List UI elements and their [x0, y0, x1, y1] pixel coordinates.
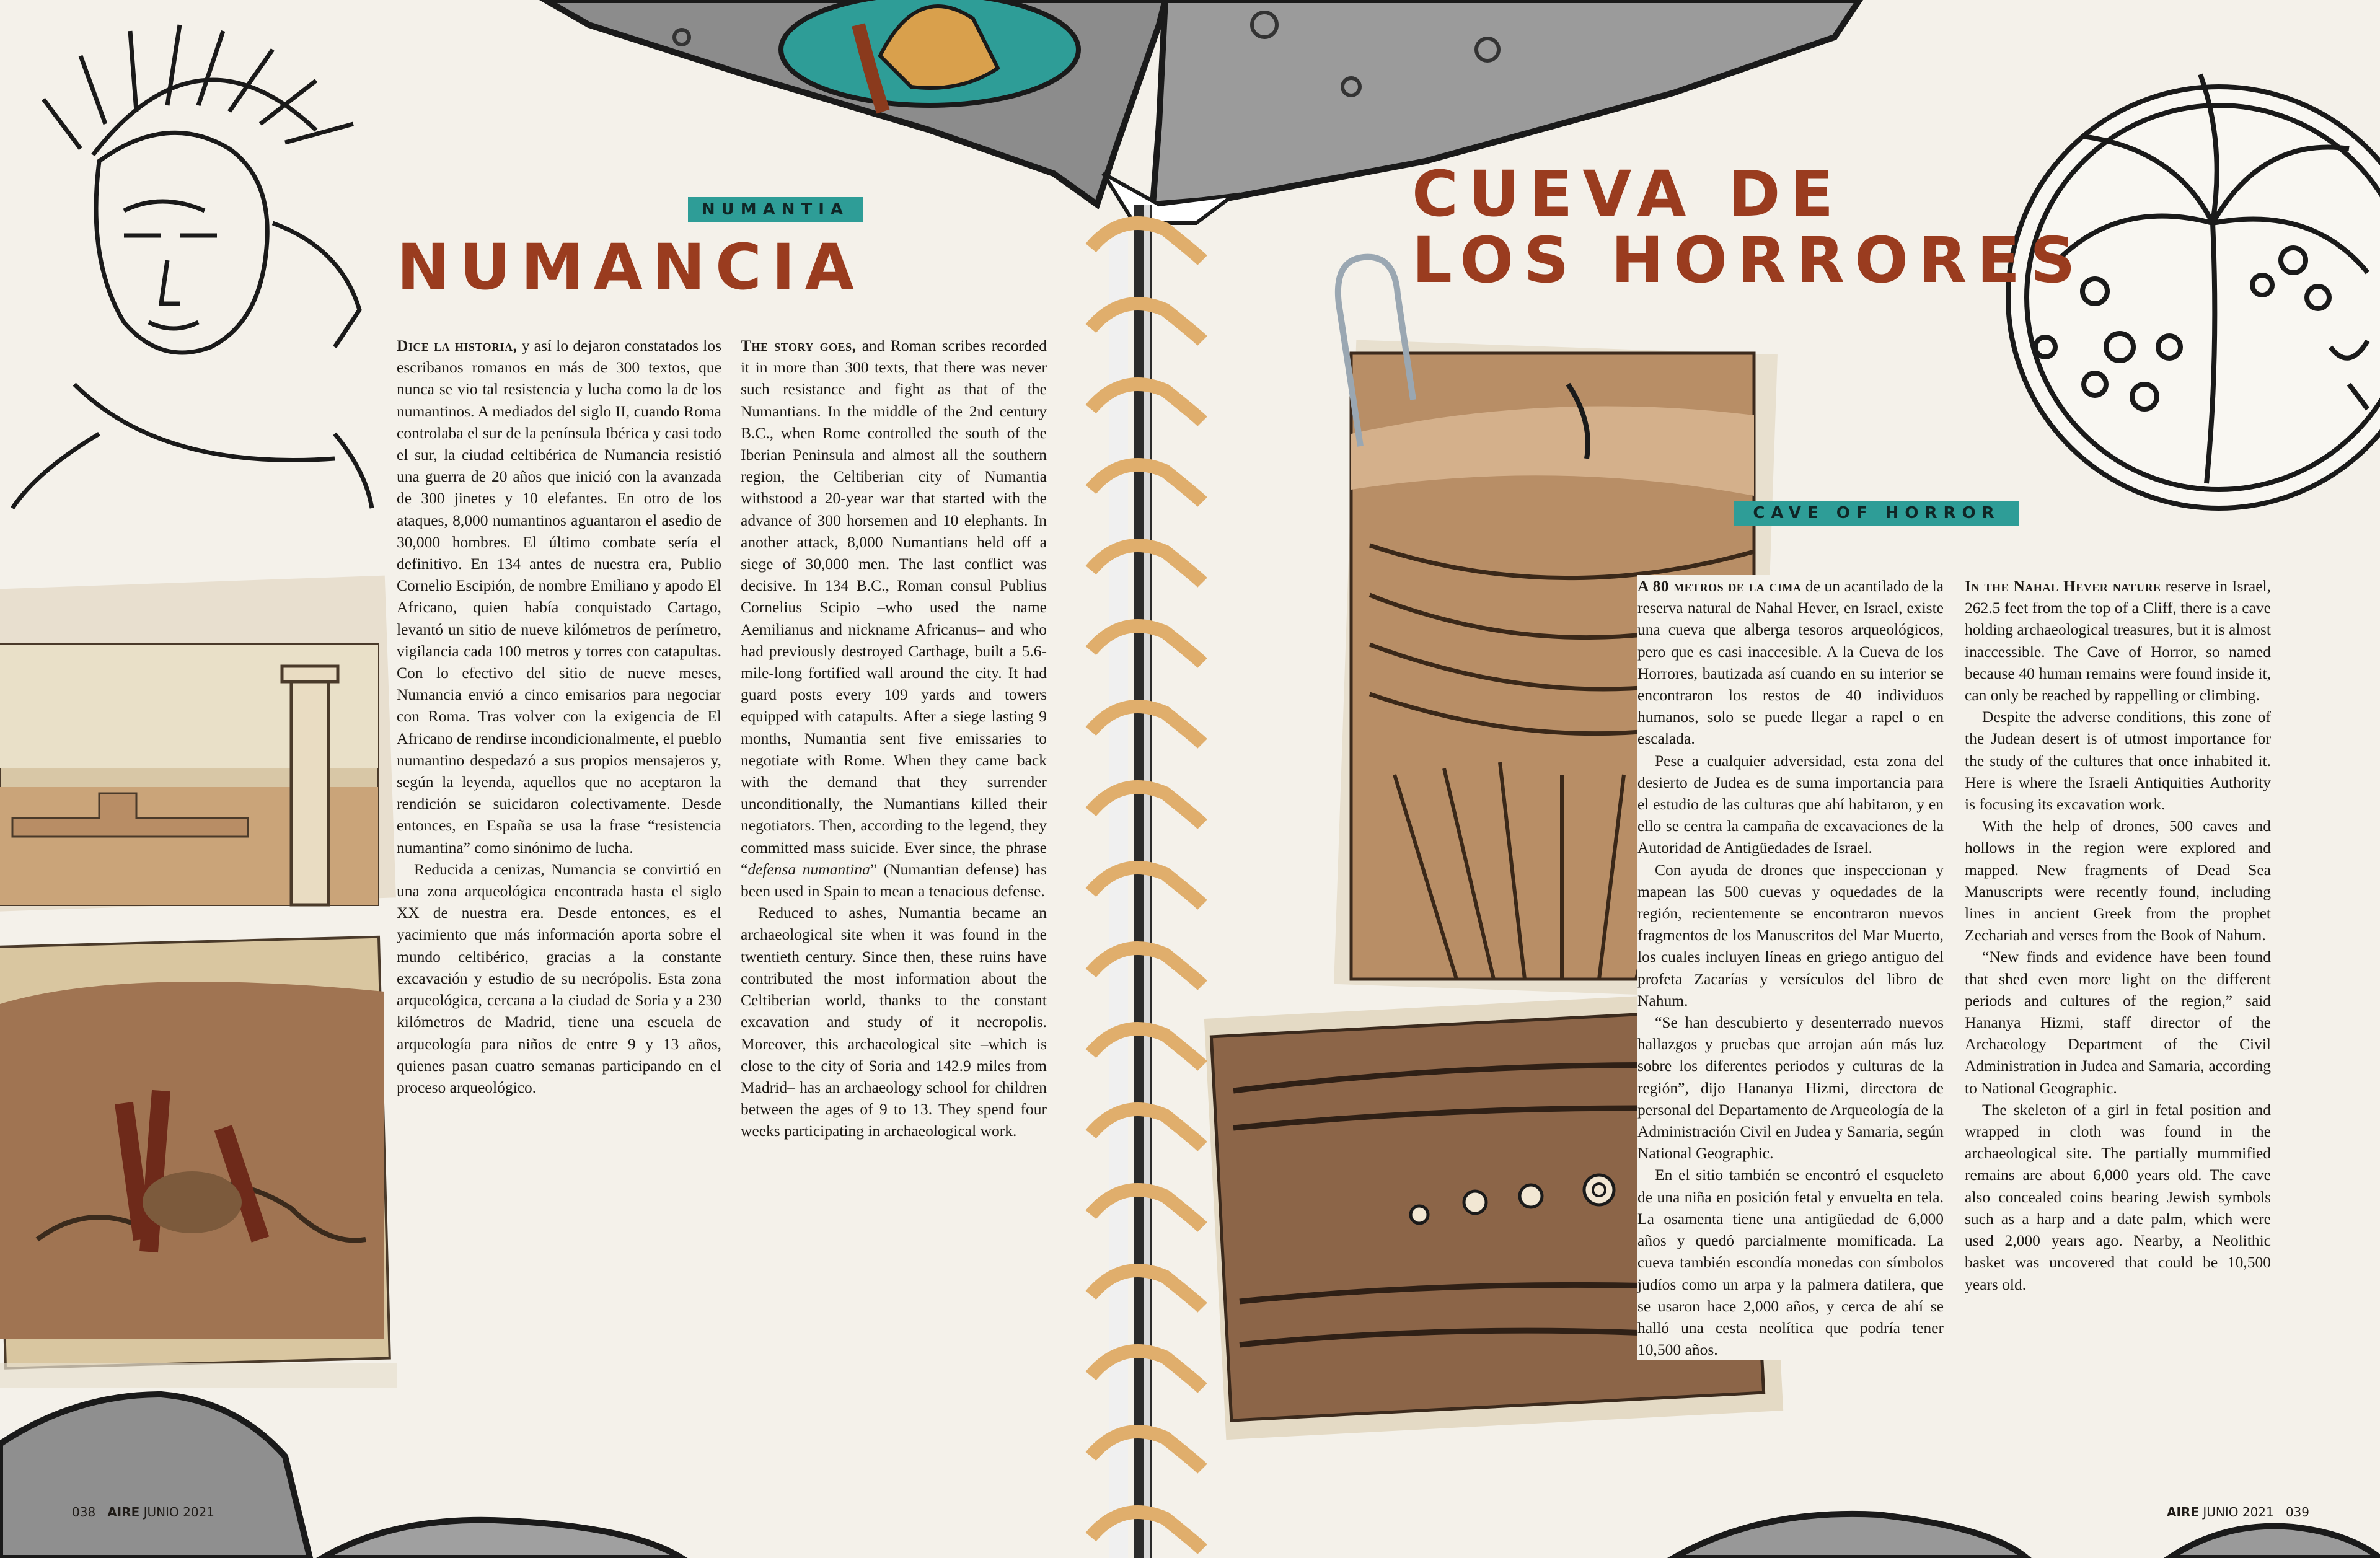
folio-right: [2167, 1505, 2309, 1520]
page-title-cueva: [1412, 157, 2086, 298]
issue-date: JUNIO 2021: [2203, 1505, 2274, 1520]
page-number: 039: [2285, 1505, 2310, 1520]
paragraph: Reduced to ashes, Numantia became an archaeological site when it was found in the twentieth century. Since then, these ruins have contributed the most information about the Celtiberian world, thanks to the constant excavation and study of it necropolis. Moreover, this archaeological site –which is close to the city of Soria and 142.9 miles from Madrid– has an archaeology school for children between the ages of 9 to 13. They spend four weeks participating in archaeological work.: [741, 904, 1047, 1140]
paragraph: [1637, 575, 1944, 750]
article-column-english-right: [1965, 575, 2271, 1295]
lead-in: A 80 metros de la cima: [1637, 577, 1802, 595]
paragraph-text: y así lo dejaron constatados los escribanos romanos en más de 300 textos, que nunca se vio tal resistencia y lucha como la de los numantinos. A mediados del siglo II, cuando Roma controlaba el sur de la península Ibérica y casi todo el sur, la ciudad celtibérica de Numancia resistió una guerra de 20 años que inició con la avanzada de 300 jinetes y 10 elefantes. En otro de los ataques, 8,000 numantinos aguantaron el asedio de 30,000 hombres. El último combate sería el definitivo. En 134 antes de nuestra era, Publio Cornelio Escipión, de nombre Emiliano y apodo El Africano, quien había conquistado Cartago, levantó un sitio de nueve kilómetros de perímetro, vigilancia cada 100 metros y torres con catapultas. Con lo efectivo del sitio de nueve meses, Numancia envió a cinco emisarios para negociar con Roma. Tras volver con la exigencia de El Africano de rendirse incondicionalmente, el pueblo numantino despedazó a sus propios mensajeros y, según la leyenda, aquellos que no aceptaron la rendición se suicidaron colectivamente. Desde entonces, en España se usa la frase “resistencia numantina” como sinónimo de lucha.: [397, 337, 721, 856]
paragraph: En el sitio también se encontró el esqueleto de una niña en posición fetal y envuelta en tela. La osamenta tiene una antigüedad de 6,000 años y quedó parcialmente momificada. La cueva también escondía monedas con símbolos judíos como un arpa y la palmera datilera, que se usaron hace 2,000 años, y cerca de ahí se halló una cesta neolítica que podría tener 10,500 años.: [1637, 1166, 1944, 1359]
paragraph-text: de un acantilado de la reserva natural de Nahal Hever, en Israel, existe una cueva que alberga tesoros arqueológicos, pero que es casi inaccesible. A la Cueva de los Horrores, bautizada así cuando en su interior se encontraron los restos de 40 individuos humanos, solo se puede llegar a rapel o en escalada.: [1637, 577, 1944, 748]
paragraph: “New finds and evidence have been found that shed even more light on the different periods and cultures of the region,” said Hananya Hizmi, staff director of the Archaeology Department of the Civil Administration in Judea and Samaria, according to National Geographic.: [1965, 948, 2271, 1097]
article-column-spanish-right: [1637, 575, 1944, 1360]
lead-in: Dice la historia,: [397, 337, 518, 354]
paragraph: With the help of drones, 500 caves and hollows in the region were explored and mapped. New fragments of Dead Sea Manuscripts were recently found, including lines in ancient Greek from the prophet Zechariah and verses from the Book of Nahum.: [1965, 817, 2271, 944]
paragraph-text: ” (Numantian defense) has been used in Spain to mean a tenacious defense.: [741, 860, 1047, 900]
article-column-english-left: [741, 335, 1047, 1142]
paragraph: Pese a cualquier adversidad, esta zona del desierto de Judea es de suma importancia para el estudio de las culturas que ahí habitaron, y en ello se centra la campaña de excavaciones de la Autoridad de Antigüedades de Israel.: [1637, 751, 1944, 857]
paragraph: Con ayuda de drones que inspeccionan y mapean las 500 cuevas y oquedades de la región, recientemente se encontraron nuevos fragmentos de los Manuscritos del Mar Muerto, los cuales incluyen líneas en griego antiguo del profeta Zacarías y versículos del libro de Nahum.: [1637, 860, 1944, 1010]
paragraph: Despite the adverse conditions, this zone of the Judean desert is of utmost importance for the study of the cultures that once inhabited it. Here is where the Israeli Antiquities Authority is focusing its excavation work.: [1965, 708, 2271, 814]
section-tag-cave-of-horror: CAVE OF HORROR: [1734, 501, 2019, 526]
folio-left: [72, 1505, 214, 1520]
paragraph: The skeleton of a girl in fetal position and wrapped in cloth was found in the archaeological site. The partially mummified remains are about 6,000 years old. The cave also concealed coins bearing Jewish symbols such as a harp and a date palm, which were used 2,000 years ago. Nearby, a Neolithic basket was uncovered that could be 10,500 years old.: [1965, 1100, 2271, 1293]
title-line: CUEVA DE: [1412, 157, 1844, 231]
brand-name: AIRE: [2167, 1505, 2199, 1520]
page-number: 038: [72, 1505, 96, 1520]
brand-name: AIRE: [107, 1505, 140, 1520]
paragraph-text: reserve in Israel, 262.5 feet from the top of a Cliff, there is a cave holding archaeological treasures, but it is almost inaccessible. The Cave of Horror, so named because 40 human remains were found inside it, can only be reached by rappelling or climbing.: [1965, 577, 2272, 705]
page-title-numancia: NUMANCIA: [397, 231, 864, 304]
paragraph: “Se han descubierto y desenterrado nuevos hallazgos y pruebas que arrojan aún más luz sobre los diferentes periodos y culturas de la región”, dijo Hananya Hizmi, directora de personal del Departamento de Arqueología de la Administración Civil en Judea y Samaria, según National Geographic.: [1637, 1013, 1944, 1163]
article-column-spanish-left: [397, 335, 721, 1098]
lead-in: The story goes,: [741, 337, 857, 354]
paragraph: Reducida a cenizas, Numancia se convirtió en una zona arqueológica encontrada hasta el siglo XX de nuestra era. Desde entonces, es el yacimiento que más información aporta sobre el mundo celtibérico, gracias a la constante excavación y estudio de su necrópolis. Esta zona arqueológica, cercana a la ciudad de Soria y a 230 kilómetros de Madrid, tiene una escuela de arqueología para niños de entre 9 y 13 años, quienes pasan cuatro semanas participando en el proceso arqueológico.: [397, 860, 721, 1096]
emphasis-text: defensa numantina: [747, 860, 870, 878]
issue-date: JUNIO 2021: [143, 1505, 215, 1520]
paragraph-text: and Roman scribes recorded it in more than 300 texts, that there was never such resistance and fight as that of the Numantians. In the middle of the 2nd century B.C., when Rome controlled the south of the Iberian Peninsula and almost all the southern region, the Celtiberian city of Numantia withstood a 20-year war that started with the advance of 300 horsemen and 10 elephants. In another attack, 8,000 Numantians held off a siege of 30,000 men. The last conflict was decisive. In 134 B.C., Roman consul Publius Cornelius Scipio –who used the name Aemilianus and nickname Africanus– and who had previously destroyed Carthage, built a 5.6-mile-long fortified wall around the city. It had guard posts every 109 yards and towers equipped with catapults. After a siege lasting 9 months, Numantia sent five emissaries to negotiate with Rome. When they came back with the demand that they surrender unconditionally, the Numantians killed their negotiators. Then, according to the legend, they committed mass suicide. Ever since, the phrase “: [741, 337, 1047, 878]
lead-in: In the Nahal Hever nature: [1965, 577, 2161, 595]
paragraph: [397, 335, 721, 858]
section-tag-numantia: NUMANTIA: [688, 197, 863, 222]
paragraph: [741, 335, 1047, 902]
title-line: LOS HORRORES: [1412, 224, 2086, 298]
paragraph: [1965, 575, 2271, 706]
